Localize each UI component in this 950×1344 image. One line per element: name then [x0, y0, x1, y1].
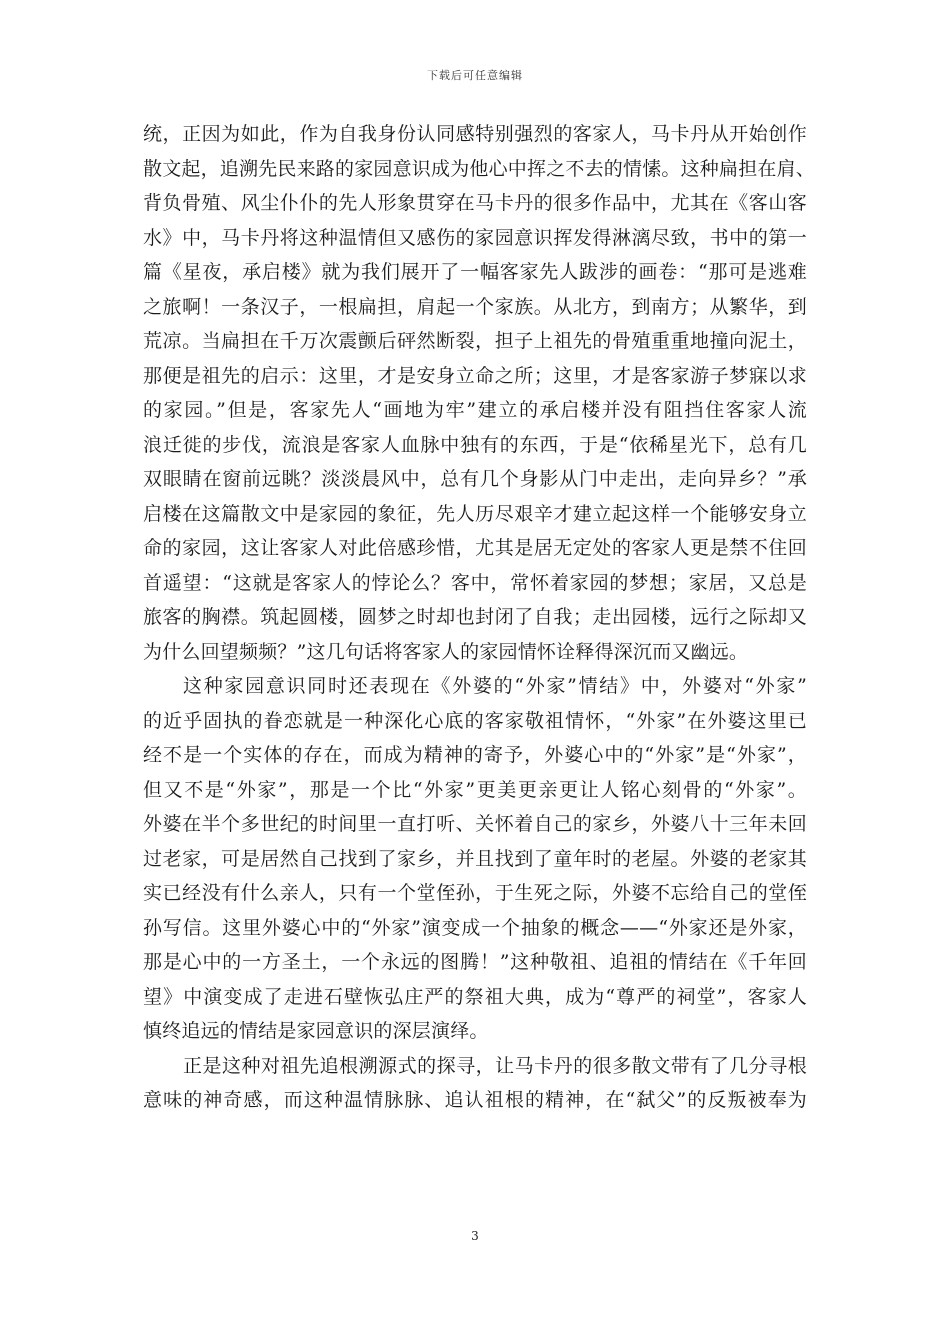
text-line: 的近乎固执的眷恋就是一种深化心底的客家敬祖情怀，“外家”在外婆这里已: [143, 709, 807, 732]
text-line: 孙写信。这里外婆心中的“外家”演变成一个抽象的概念——“外家还是外家，: [143, 916, 807, 939]
document-body: [143, 117, 816, 1118]
text-line: 慎终追远的情结是家园意识的深层演绎。: [143, 1020, 489, 1042]
text-line: 启楼在这篇散文中是家园的象征，先人历尽艰辛才建立起这样一个能够安身立: [143, 502, 807, 525]
text-line: 背负骨殖、风尘仆仆的先人形象贯穿在马卡丹的很多作品中，尤其在《客山客: [143, 192, 807, 214]
text-line: 命的家园，这让客家人对此倍感珍惜，尤其是居无定处的客家人更是禁不住回: [143, 537, 807, 559]
text-line: 这种家园意识同时还表现在《外婆的“外家”情结》中，外婆对“外家”: [183, 675, 807, 697]
text-line: 经不是一个实体的存在，而成为精神的寄予，外婆心中的“外家”是“外家”，: [143, 744, 807, 766]
text-line: 那是心中的一方圣土，一个永远的图腾！”这种敬祖、追祖的情结在《千年回: [143, 951, 807, 973]
text-line: 散文起，追溯先民来路的家园意识成为他心中挥之不去的情愫。这种扁担在肩、: [143, 157, 816, 180]
text-line: 过老家，可是居然自己找到了家乡，并且找到了童年时的老屋。外婆的老家其: [143, 847, 807, 870]
text-line: 水》中，马卡丹将这种温情但又感伤的家园意识挥发得淋漓尽致，书中的第一: [143, 226, 807, 249]
text-line: 为什么回望频频？”这几句话将客家人的家园情怀诠释得深沉而又幽远。: [143, 640, 749, 663]
text-line: 外婆在半个多世纪的时间里一直打听、关怀着自己的家乡，外婆八十三年未回: [143, 813, 807, 835]
text-line: 望》中演变成了走进石壁恢弘庄严的祭祖大典，成为“尊严的祠堂”，客家人: [143, 985, 807, 1008]
text-line: 浪迁徙的步伐，流浪是客家人血脉中独有的东西，于是“依稀星光下，总有几: [143, 433, 807, 456]
text-line: 正是这种对祖先追根溯源式的探寻，让马卡丹的很多散文带有了几分寻根: [183, 1054, 807, 1077]
text-line: 的家园。”但是，客家先人“画地为牢”建立的承启楼并没有阻挡住客家人流: [143, 399, 807, 421]
text-line: 篇《星夜，承启楼》就为我们展开了一幅客家先人跋涉的画卷：“那可是逃难: [143, 261, 807, 283]
text-line: 那便是祖先的启示：这里，才是安身立命之所；这里，才是客家游子梦寐以求: [143, 364, 807, 387]
text-line: 首遥望：“这就是客家人的悖论么？客中，常怀着家园的梦想；家居，又总是: [143, 571, 807, 594]
text-line: 荒凉。当扁担在千万次震颤后砰然断裂，担子上祖先的骨殖重重地撞向泥土，: [143, 330, 807, 352]
text-line: 意味的神奇感，而这种温情脉脉、追认祖根的精神，在“弑父”的反叛被奉为: [143, 1089, 807, 1111]
text-line: 之旅啊！一条汉子，一根扁担，肩起一个家族。从北方，到南方；从繁华，到: [143, 295, 807, 318]
text-line: 实已经没有什么亲人，只有一个堂侄孙，于生死之际，外婆不忘给自己的堂侄: [143, 882, 807, 904]
text-line: 但又不是“外家”，那是一个比“外家”更美更亲更让人铭心刻骨的“外家”。: [143, 778, 807, 801]
page-number: 3: [471, 1229, 479, 1243]
page-header: 下载后可任意编辑: [427, 69, 523, 82]
text-line: 统，正因为如此，作为自我身份认同感特别强烈的客家人，马卡丹从开始创作: [143, 123, 807, 145]
text-line: 双眼睛在窗前远眺？淡淡晨风中，总有几个身影从门中走出，走向异乡？”承: [143, 468, 807, 490]
text-line: 旅客的胸襟。筑起圆楼，圆梦之时却也封闭了自我；走出园楼，远行之际却又: [143, 606, 807, 628]
